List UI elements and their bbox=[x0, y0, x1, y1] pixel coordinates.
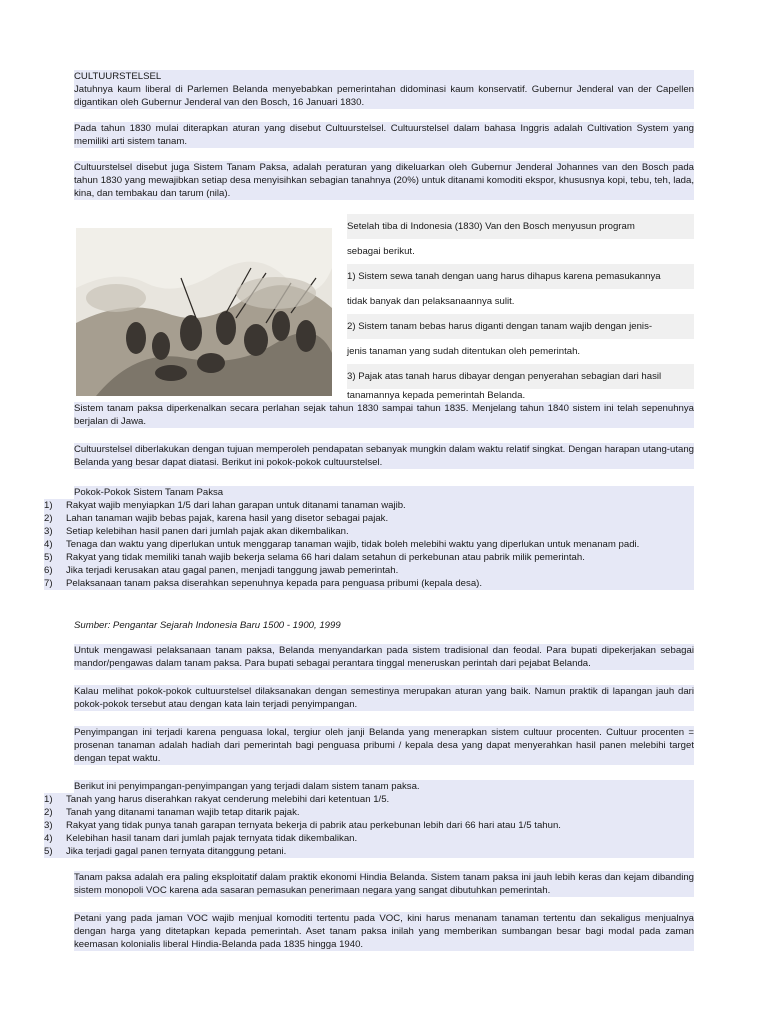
pokok-heading: Pokok-Pokok Sistem Tanam Paksa bbox=[74, 486, 694, 499]
list-item: 1) Rakyat wajib menyiapkan 1/5 dari lahan garapan untuk ditanami tanaman wajib. bbox=[44, 500, 406, 511]
program-line: jenis tanaman yang sudah ditentukan oleh pemerintah. bbox=[347, 346, 581, 357]
source-citation: Sumber: Pengantar Sejarah Indonesia Baru 1500 - 1900, 1999 bbox=[74, 620, 341, 631]
list-item: 2) Lahan tanaman wajib bebas pajak, karena hasil yang disetor sebagai pajak. bbox=[44, 513, 389, 524]
list-item: 3) Rakyat yang tidak punya tanah garapan ternyata bekerja di pabrik atau perkebunan lebih dari 66 hari atau 1/5 tahun. bbox=[44, 820, 561, 831]
intro-paragraph: Jatuhnya kaum liberal di Parlemen Belanda menyebabkan pemerintahan didominasi kaum konservatif. Gubernur Jenderal van der Capellen digantikan oleh Gubernur Jenderal van den Bosch, 16 Januari 1830. bbox=[74, 84, 694, 108]
paragraph-tanam-paksa-definition: Cultuurstelsel disebut juga Sistem Tanam Paksa, adalah peraturan yang dikeluarkan oleh Gubernur Jenderal Johannes van den Bosch pada tahun 1830 yang mewajibkan setiap desa menyisihkan sebagian tanahnya (20%) untuk ditanami komoditi ekspor, khususnya kopi, tebu, teh, lada, kina, dan tembakau dan tarum (nila). bbox=[74, 162, 694, 199]
document-title: CULTUURSTELSEL bbox=[74, 71, 162, 82]
list-item: 6) Jika terjadi kerusakan atau gagal panen, menjadi tanggung jawab pemerintah. bbox=[44, 565, 399, 576]
pokok-list bbox=[44, 499, 694, 590]
program-line: tidak banyak dan pelaksanaannya sulit. bbox=[347, 296, 515, 307]
program-line: 1) Sistem sewa tanah dengan uang harus dihapus karena pemasukannya bbox=[347, 264, 694, 289]
paragraph-exploitation: Tanam paksa adalah era paling eksploitatif dalam praktik ekonomi Hindia Belanda. Sistem tanam paksa ini jauh lebih keras dan kejam dibanding sistem monopoli VOC karena ada sasaran pemasukan penerimaan negara yang sangat dibutuhkan pemerintah. bbox=[74, 872, 694, 896]
program-line: Setelah tiba di Indonesia (1830) Van den Bosch menyusun program bbox=[347, 214, 694, 239]
list-item: 7) Pelaksanaan tanam paksa diserahkan sepenuhnya kepada para penguasa pribumi (kepala desa). bbox=[44, 578, 483, 589]
program-line: 2) Sistem tanam bebas harus diganti dengan tanam wajib dengan jenis- bbox=[347, 314, 694, 339]
program-line: tanamannya kepada pemerintah Belanda. bbox=[347, 390, 526, 401]
paragraph-introduction-period: Sistem tanam paksa diperkenalkan secara perlahan sejak tahun 1830 sampai tahun 1835. Menjelang tahun 1840 sistem ini telah sepenuhnya berjalan di Jawa. bbox=[74, 403, 694, 427]
list-item: 5) Rakyat yang tidak memiliki tanah wajib bekerja selama 66 hari dalam setahun di perkebunan atau pabrik milik pemerintah. bbox=[44, 552, 585, 563]
title-and-intro bbox=[74, 70, 694, 109]
van-den-bosch-program bbox=[347, 214, 694, 402]
list-item: 4) Kelebihan hasil tanam dari jumlah pajak ternyata tidak dikembalikan. bbox=[44, 833, 358, 844]
list-item: 2) Tanah yang ditanami tanaman wajib tetap ditarik pajak. bbox=[44, 807, 300, 818]
penyimpangan-list bbox=[44, 793, 694, 858]
list-item: 4) Tenaga dan waktu yang diperlukan untuk menggarap tanaman wajib, tidak boleh melebihi waktu yang diperlukan untuk menanam padi. bbox=[44, 539, 640, 550]
paragraph-cultuur-procenten: Penyimpangan ini terjadi karena penguasa lokal, tergiur oleh janji Belanda yang menerapkan sistem cultuur procenten. Cultuur procenten = prosenan tanaman adalah hadiah dari pemerintah bagi penguasa pribumi / kepala desa yang dapat menyerahkan hasil panen melebihi target dengan tepat waktu. bbox=[74, 727, 694, 764]
historical-battle-illustration bbox=[76, 228, 332, 396]
paragraph-voc-comparison: Petani yang pada jaman VOC wajib menjual komoditi tertentu pada VOC, kini harus menanam tanaman tertentu dan sekaligus menjualnya dengan harga yang ditetapkan kepada pemerintah. Aset tanam paksa inilah yang memberikan sumbangan besar bagi modal pada zaman keemasan kolonialis liberal Hindia-Belanda pada 1835 hingga 1940. bbox=[74, 913, 694, 950]
paragraph-purpose: Cultuurstelsel diberlakukan dengan tujuan memperoleh pendapatan sebanyak mungkin dalam waktu relatif singkat. Dengan harapan utang-utang Belanda yang besar dapat diatasi. Berikut ini pokok-pokok cultuurstelsel. bbox=[74, 444, 694, 468]
program-line: 3) Pajak atas tanah harus dibayar dengan penyerahan sebagian dari hasil bbox=[347, 364, 694, 389]
list-item: 5) Jika terjadi gagal panen ternyata ditanggung petani. bbox=[44, 846, 287, 857]
paragraph-cultivation-system: Pada tahun 1830 mulai diterapkan aturan yang disebut Cultuurstelsel. Cultuurstelsel dalam bahasa Inggris adalah Cultivation System yang memiliki arti sistem tanam. bbox=[74, 123, 694, 147]
battle-engraving-image bbox=[76, 228, 332, 396]
list-item: 3) Setiap kelebihan hasil panen dari jumlah pajak akan dikembalikan. bbox=[44, 526, 349, 537]
program-line: sebagai berikut. bbox=[347, 246, 415, 257]
paragraph-practice: Kalau melihat pokok-pokok cultuurstelsel dilaksanakan dengan semestinya merupakan aturan yang baik. Namun praktik di lapangan jauh dari pokok-pokok tersebut atau dengan kata lain terjadi penyimpangan. bbox=[74, 686, 694, 710]
paragraph-supervision: Untuk mengawasi pelaksanaan tanam paksa, Belanda menyandarkan pada sistem tradisional dan feodal. Para bupati dipekerjakan sebagai mandor/pengawas dalam tanam paksa. Para bupati sebagai perantara tinggal meneruskan perintah dari pejabat Belanda. bbox=[74, 645, 694, 669]
penyimpangan-heading: Berikut ini penyimpangan-penyimpangan yang terjadi dalam sistem tanam paksa. bbox=[74, 780, 694, 793]
list-item: 1) Tanah yang harus diserahkan rakyat cenderung melebihi dari ketentuan 1/5. bbox=[44, 794, 390, 805]
